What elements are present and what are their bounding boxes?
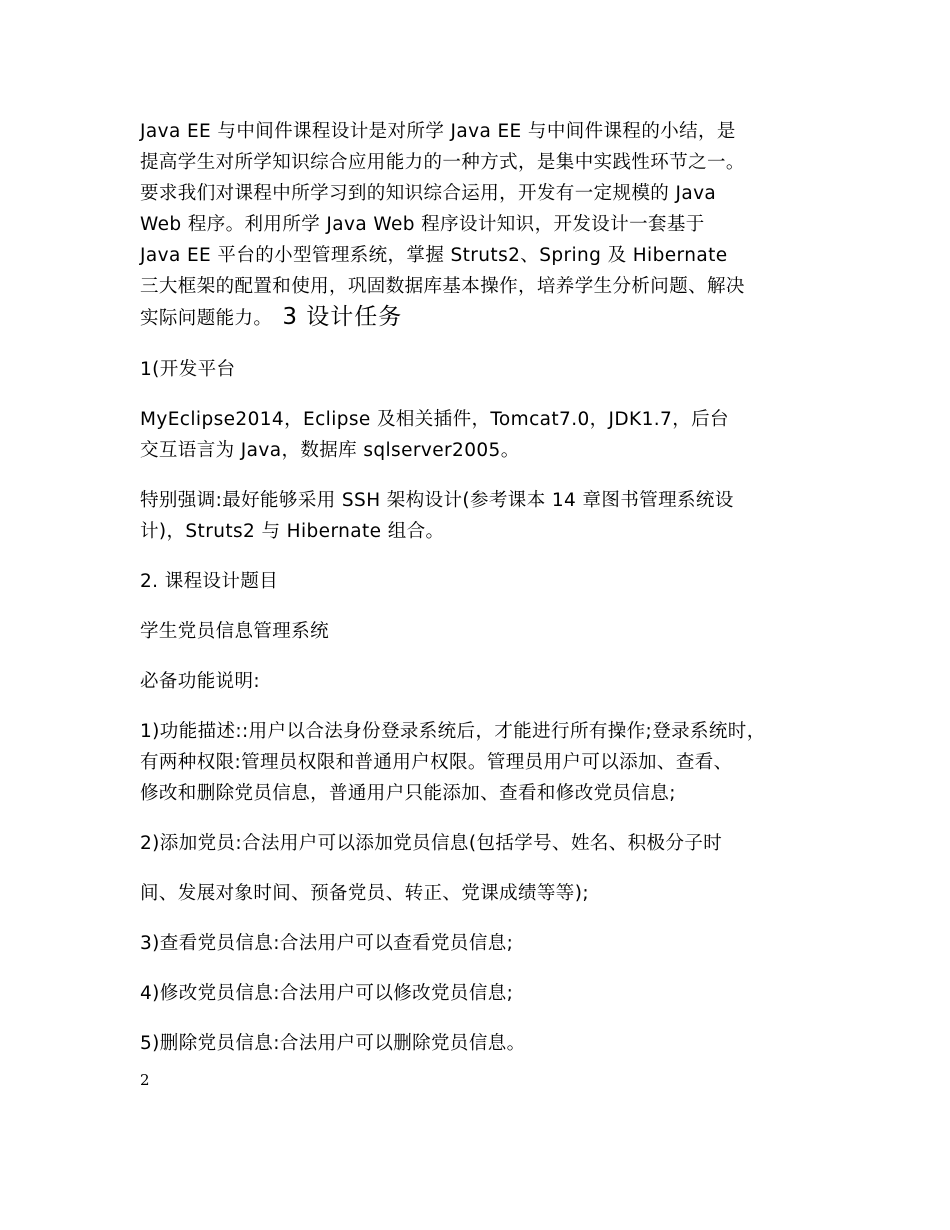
note-paragraph [140,485,832,547]
intro-line: Java EE 与中间件课程设计是对所学 Java EE 与中间件课程的小结，是 [140,121,736,142]
feature-item-2-line1: 2)添加党员:合法用户可以添加党员信息(包括学号、姓名、积极分子时 [140,833,723,854]
feature-item-3: 3)查看党员信息:合法用户可以查看党员信息; [140,933,514,954]
section-title-topic: 2. 课程设计题目 [140,571,279,592]
note-line: 计)，Struts2 与 Hibernate 组合。 [140,521,445,542]
note-line: 特别强调:最好能够采用 SSH 架构设计(参考课本 14 章图书管理系统设 [140,490,734,511]
feature-line: 修改和删除党员信息，普通用户只能添加、查看和修改党员信息; [140,783,676,804]
section-title-platform: 1(开发平台 [140,359,236,380]
section-heading-design-task: 3 设计任务 [282,304,403,330]
intro-closing-text: 实际问题能力。 [140,308,273,329]
intro-line: Java EE 平台的小型管理系统，掌握 Struts2、Spring 及 Hibernate [140,245,728,266]
features-label: 必备功能说明: [140,671,261,692]
intro-line: 要求我们对课程中所学习到的知识综合运用，开发有一定规模的 Java [140,183,717,204]
feature-line: 有两种权限:管理员权限和普通用户权限。管理员用户可以添加、查看、 [140,752,733,773]
platform-line: 交互语言为 Java，数据库 sqlserver2005。 [140,440,520,461]
intro-line: Web 程序。利用所学 Java Web 程序设计知识，开发设计一套基于 [140,214,705,235]
document-body [140,116,832,1059]
page-number: 2 [140,1071,150,1089]
feature-item-4: 4)修改党员信息:合法用户可以修改党员信息; [140,983,514,1004]
intro-line: 三大框架的配置和使用，巩固数据库基本操作，培养学生分析问题、解决 [140,276,745,297]
feature-item-5: 5)删除党员信息:合法用户可以删除党员信息。 [140,1033,526,1054]
feature-item-1 [140,716,832,809]
intro-paragraph [140,116,832,334]
intro-line: 提高学生对所学知识综合应用能力的一种方式，是集中实践性环节之一。 [140,152,745,173]
platform-paragraph [140,404,832,466]
intro-line-last [140,302,832,334]
topic-name: 学生党员信息管理系统 [140,621,330,642]
feature-line: 1)功能描述::用户以合法身份登录系统后，才能进行所有操作;登录系统时， [140,721,766,742]
feature-item-2-line2: 间、发展对象时间、预备党员、转正、党课成绩等等); [140,883,589,904]
platform-line: MyEclipse2014，Eclipse 及相关插件，Tomcat7.0，JDK1.7，后台 [140,409,729,430]
